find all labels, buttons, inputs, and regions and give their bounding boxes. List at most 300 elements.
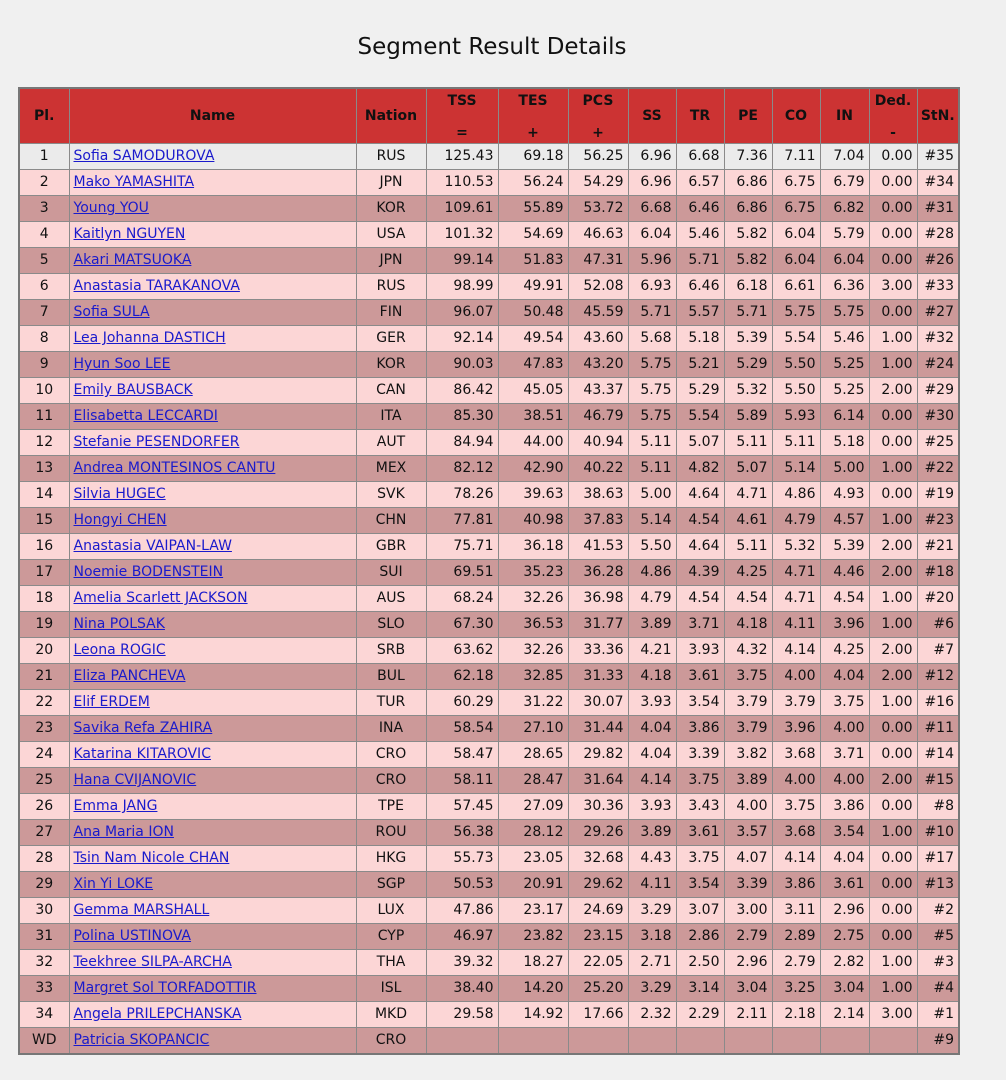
cell-pe: 5.82	[724, 248, 772, 274]
header-co: CO	[772, 88, 820, 144]
cell-stn: #21	[917, 534, 959, 560]
cell-co: 5.14	[772, 456, 820, 482]
cell-place: 10	[19, 378, 69, 404]
cell-tes: 38.51	[498, 404, 568, 430]
cell-stn: #3	[917, 950, 959, 976]
cell-place: 15	[19, 508, 69, 534]
cell-tss: 62.18	[426, 664, 498, 690]
cell-nation: MEX	[356, 456, 426, 482]
cell-stn: #25	[917, 430, 959, 456]
cell-pcs: 24.69	[568, 898, 628, 924]
cell-name	[69, 222, 356, 248]
cell-pcs: 45.59	[568, 300, 628, 326]
cell-name	[69, 638, 356, 664]
cell-ss: 5.75	[628, 404, 676, 430]
table-row	[19, 508, 959, 534]
header-name: Name	[69, 88, 356, 144]
cell-ded: 1.00	[869, 612, 917, 638]
cell-name	[69, 534, 356, 560]
cell-pe: 5.11	[724, 534, 772, 560]
cell-tr: 2.50	[676, 950, 724, 976]
cell-stn: #31	[917, 196, 959, 222]
cell-pe: 4.71	[724, 482, 772, 508]
cell-tr: 2.86	[676, 924, 724, 950]
cell-name	[69, 1028, 356, 1055]
cell-in: 4.00	[820, 716, 869, 742]
cell-ded: 0.00	[869, 872, 917, 898]
cell-stn: #8	[917, 794, 959, 820]
cell-in: 4.04	[820, 664, 869, 690]
cell-tss: 47.86	[426, 898, 498, 924]
cell-nation: SLO	[356, 612, 426, 638]
cell-nation: SRB	[356, 638, 426, 664]
cell-in: 2.96	[820, 898, 869, 924]
cell-ss: 5.50	[628, 534, 676, 560]
cell-tes: 36.53	[498, 612, 568, 638]
cell-pcs: 31.44	[568, 716, 628, 742]
cell-ded	[869, 1028, 917, 1055]
cell-stn: #34	[917, 170, 959, 196]
cell-nation: ROU	[356, 820, 426, 846]
cell-ded: 1.00	[869, 820, 917, 846]
cell-ded: 0.00	[869, 742, 917, 768]
cell-tss: 68.24	[426, 586, 498, 612]
cell-ded: 0.00	[869, 898, 917, 924]
cell-nation: BUL	[356, 664, 426, 690]
cell-stn: #2	[917, 898, 959, 924]
skater-name-link[interactable]: Andrea MONTESINOS CANTU	[73, 460, 276, 476]
header-tss-label: TSS	[447, 93, 477, 109]
cell-name	[69, 820, 356, 846]
cell-name	[69, 170, 356, 196]
cell-pe: 5.82	[724, 222, 772, 248]
cell-in: 6.79	[820, 170, 869, 196]
table-row	[19, 404, 959, 430]
results-table	[18, 87, 960, 1055]
cell-place: 14	[19, 482, 69, 508]
cell-pe: 4.00	[724, 794, 772, 820]
cell-place: 33	[19, 976, 69, 1002]
cell-tss: 67.30	[426, 612, 498, 638]
cell-tr: 3.54	[676, 690, 724, 716]
skater-name-link[interactable]: Tsin Nam Nicole CHAN	[73, 850, 230, 866]
cell-ded: 2.00	[869, 768, 917, 794]
cell-tss: 98.99	[426, 274, 498, 300]
cell-in: 2.14	[820, 1002, 869, 1028]
cell-ss: 4.18	[628, 664, 676, 690]
cell-co: 5.11	[772, 430, 820, 456]
table-row	[19, 430, 959, 456]
cell-name	[69, 248, 356, 274]
cell-ss: 5.11	[628, 430, 676, 456]
table-row	[19, 846, 959, 872]
cell-nation: RUS	[356, 144, 426, 170]
cell-tes: 42.90	[498, 456, 568, 482]
cell-ded: 1.00	[869, 586, 917, 612]
cell-co: 4.00	[772, 768, 820, 794]
cell-ss: 5.96	[628, 248, 676, 274]
skater-name-link[interactable]: Hana CVIJANOVIC	[73, 772, 197, 788]
skater-name-link[interactable]: Katarina KITAROVIC	[73, 746, 211, 762]
cell-tes: 32.26	[498, 586, 568, 612]
cell-co: 6.75	[772, 170, 820, 196]
cell-tr: 3.07	[676, 898, 724, 924]
cell-name	[69, 898, 356, 924]
cell-ss: 5.75	[628, 378, 676, 404]
cell-pe: 5.32	[724, 378, 772, 404]
cell-nation: AUS	[356, 586, 426, 612]
cell-stn: #5	[917, 924, 959, 950]
cell-place: 32	[19, 950, 69, 976]
cell-tes: 27.10	[498, 716, 568, 742]
cell-tss: 90.03	[426, 352, 498, 378]
cell-nation: SGP	[356, 872, 426, 898]
cell-ded: 1.00	[869, 326, 917, 352]
skater-name-link[interactable]: Margret Sol TORFADOTTIR	[73, 980, 257, 996]
cell-stn: #17	[917, 846, 959, 872]
cell-pcs: 54.29	[568, 170, 628, 196]
header-tss	[426, 88, 498, 144]
header-tr: TR	[676, 88, 724, 144]
cell-co: 3.79	[772, 690, 820, 716]
cell-pe: 4.32	[724, 638, 772, 664]
header-in: IN	[820, 88, 869, 144]
cell-ded: 0.00	[869, 248, 917, 274]
table-row	[19, 326, 959, 352]
cell-in: 5.18	[820, 430, 869, 456]
cell-pcs: 31.33	[568, 664, 628, 690]
table-row	[19, 352, 959, 378]
cell-place: 12	[19, 430, 69, 456]
cell-tss: 60.29	[426, 690, 498, 716]
cell-in: 5.39	[820, 534, 869, 560]
skater-name-link[interactable]: Emily BAUSBACK	[73, 382, 193, 398]
cell-tss: 109.61	[426, 196, 498, 222]
cell-tss: 58.47	[426, 742, 498, 768]
cell-pe: 4.54	[724, 586, 772, 612]
cell-co: 4.71	[772, 586, 820, 612]
cell-name	[69, 872, 356, 898]
cell-nation: JPN	[356, 170, 426, 196]
cell-tss: 77.81	[426, 508, 498, 534]
skater-name-link[interactable]: Anastasia TARAKANOVA	[73, 278, 240, 294]
skater-name-link[interactable]: Teekhree SILPA-ARCHA	[73, 954, 232, 970]
cell-nation: RUS	[356, 274, 426, 300]
cell-stn: #27	[917, 300, 959, 326]
cell-in: 6.04	[820, 248, 869, 274]
cell-nation: CAN	[356, 378, 426, 404]
cell-nation: GBR	[356, 534, 426, 560]
cell-tr: 6.68	[676, 144, 724, 170]
skater-name-link[interactable]: Silvia HUGEC	[73, 486, 166, 502]
cell-pe: 3.82	[724, 742, 772, 768]
cell-place: 24	[19, 742, 69, 768]
cell-ss: 5.00	[628, 482, 676, 508]
cell-ss: 3.93	[628, 794, 676, 820]
skater-name-link[interactable]: Akari MATSUOKA	[73, 252, 192, 268]
cell-place: 28	[19, 846, 69, 872]
skater-name-link[interactable]: Anastasia VAIPAN-LAW	[73, 538, 232, 554]
cell-ss: 4.43	[628, 846, 676, 872]
cell-stn: #18	[917, 560, 959, 586]
cell-pcs: 43.20	[568, 352, 628, 378]
cell-ded: 0.00	[869, 716, 917, 742]
cell-stn: #16	[917, 690, 959, 716]
cell-tss: 29.58	[426, 1002, 498, 1028]
cell-tss: 56.38	[426, 820, 498, 846]
cell-tr: 5.54	[676, 404, 724, 430]
cell-pe: 2.96	[724, 950, 772, 976]
cell-ss: 6.93	[628, 274, 676, 300]
skater-name-link[interactable]: Leona ROGIC	[73, 642, 166, 658]
cell-pcs: 31.77	[568, 612, 628, 638]
cell-name	[69, 508, 356, 534]
cell-tes: 14.20	[498, 976, 568, 1002]
cell-ss: 5.14	[628, 508, 676, 534]
cell-co: 5.75	[772, 300, 820, 326]
cell-pcs: 53.72	[568, 196, 628, 222]
cell-co: 5.32	[772, 534, 820, 560]
cell-ded: 1.00	[869, 456, 917, 482]
cell-nation: ITA	[356, 404, 426, 430]
cell-place: 19	[19, 612, 69, 638]
cell-pcs: 17.66	[568, 1002, 628, 1028]
cell-place: 22	[19, 690, 69, 716]
cell-place: 6	[19, 274, 69, 300]
cell-place: 11	[19, 404, 69, 430]
cell-name	[69, 846, 356, 872]
page-title: Segment Result Details	[357, 34, 627, 60]
cell-tes: 47.83	[498, 352, 568, 378]
cell-tss: 82.12	[426, 456, 498, 482]
cell-tes	[498, 1028, 568, 1055]
cell-tr: 2.29	[676, 1002, 724, 1028]
table-row	[19, 300, 959, 326]
header-tes	[498, 88, 568, 144]
cell-in: 5.79	[820, 222, 869, 248]
cell-tss: 69.51	[426, 560, 498, 586]
cell-pe: 7.36	[724, 144, 772, 170]
cell-pcs: 43.37	[568, 378, 628, 404]
cell-ded: 2.00	[869, 378, 917, 404]
cell-stn: #29	[917, 378, 959, 404]
cell-pe: 3.79	[724, 716, 772, 742]
cell-pe: 5.71	[724, 300, 772, 326]
cell-tr: 6.57	[676, 170, 724, 196]
cell-in: 3.96	[820, 612, 869, 638]
skater-name-link[interactable]: Amelia Scarlett JACKSON	[73, 590, 248, 606]
cell-ss: 6.96	[628, 170, 676, 196]
cell-tes: 54.69	[498, 222, 568, 248]
cell-name	[69, 690, 356, 716]
skater-name-link[interactable]: Young YOU	[73, 200, 149, 216]
cell-nation: GER	[356, 326, 426, 352]
table-row	[19, 1002, 959, 1028]
cell-ss: 6.04	[628, 222, 676, 248]
table-row	[19, 898, 959, 924]
skater-name-link[interactable]: Stefanie PESENDORFER	[73, 434, 240, 450]
cell-in: 5.00	[820, 456, 869, 482]
cell-tr: 3.61	[676, 820, 724, 846]
cell-tes: 51.83	[498, 248, 568, 274]
cell-name	[69, 404, 356, 430]
cell-place: 21	[19, 664, 69, 690]
cell-name	[69, 716, 356, 742]
cell-place: 9	[19, 352, 69, 378]
cell-name	[69, 742, 356, 768]
cell-co: 3.75	[772, 794, 820, 820]
cell-place: 2	[19, 170, 69, 196]
cell-stn: #24	[917, 352, 959, 378]
cell-co: 3.96	[772, 716, 820, 742]
cell-co: 6.04	[772, 248, 820, 274]
cell-co: 2.89	[772, 924, 820, 950]
cell-pe: 5.07	[724, 456, 772, 482]
cell-ss: 3.89	[628, 612, 676, 638]
cell-tr: 3.54	[676, 872, 724, 898]
cell-place: 20	[19, 638, 69, 664]
skater-name-link[interactable]: Ana Maria ION	[73, 824, 174, 840]
cell-co: 3.68	[772, 742, 820, 768]
cell-pe: 4.18	[724, 612, 772, 638]
cell-co: 4.14	[772, 638, 820, 664]
cell-ss: 2.71	[628, 950, 676, 976]
cell-nation: ISL	[356, 976, 426, 1002]
cell-in: 3.04	[820, 976, 869, 1002]
cell-pe: 3.00	[724, 898, 772, 924]
cell-pcs: 25.20	[568, 976, 628, 1002]
skater-name-link[interactable]: Xin Yi LOKE	[73, 876, 154, 892]
cell-tes: 23.05	[498, 846, 568, 872]
cell-tss: 86.42	[426, 378, 498, 404]
skater-name-link[interactable]: Emma JANG	[73, 798, 158, 814]
cell-co: 3.86	[772, 872, 820, 898]
cell-ded: 0.00	[869, 300, 917, 326]
cell-nation: JPN	[356, 248, 426, 274]
skater-name-link[interactable]: Hyun Soo LEE	[73, 356, 171, 372]
skater-name-link[interactable]: Sofia SULA	[73, 304, 150, 320]
cell-tes: 49.54	[498, 326, 568, 352]
cell-name	[69, 950, 356, 976]
skater-name-link[interactable]: Hongyi CHEN	[73, 512, 167, 528]
cell-pe	[724, 1028, 772, 1055]
cell-stn: #28	[917, 222, 959, 248]
header-pcs-label: PCS	[582, 93, 614, 109]
cell-pcs: 46.79	[568, 404, 628, 430]
skater-name-link[interactable]: Gemma MARSHALL	[73, 902, 210, 918]
cell-ss: 3.93	[628, 690, 676, 716]
cell-in: 4.93	[820, 482, 869, 508]
cell-tss: 99.14	[426, 248, 498, 274]
cell-ss: 5.71	[628, 300, 676, 326]
skater-name-link[interactable]: Eliza PANCHEVA	[73, 668, 186, 684]
cell-name	[69, 976, 356, 1002]
cell-tss: 125.43	[426, 144, 498, 170]
cell-nation: SUI	[356, 560, 426, 586]
skater-name-link[interactable]: Lea Johanna DASTICH	[73, 330, 226, 346]
cell-ded: 0.00	[869, 430, 917, 456]
cell-tr: 5.46	[676, 222, 724, 248]
skater-name-link[interactable]: Savika Refa ZAHIRA	[73, 720, 213, 736]
cell-pe: 4.25	[724, 560, 772, 586]
cell-in: 3.61	[820, 872, 869, 898]
cell-name	[69, 924, 356, 950]
cell-place: 18	[19, 586, 69, 612]
cell-pcs: 30.07	[568, 690, 628, 716]
cell-in: 5.25	[820, 378, 869, 404]
cell-ded: 1.00	[869, 352, 917, 378]
table-row	[19, 222, 959, 248]
skater-name-link[interactable]: Nina POLSAK	[73, 616, 165, 632]
skater-name-link[interactable]: Noemie BODENSTEIN	[73, 564, 224, 580]
skater-name-link[interactable]: Kaitlyn NGUYEN	[73, 226, 186, 242]
cell-in: 3.86	[820, 794, 869, 820]
table-row	[19, 664, 959, 690]
cell-tr: 5.21	[676, 352, 724, 378]
cell-in: 4.04	[820, 846, 869, 872]
cell-tes: 55.89	[498, 196, 568, 222]
cell-place: 13	[19, 456, 69, 482]
skater-name-link[interactable]: Angela PRILEPCHANSKA	[73, 1006, 242, 1022]
cell-nation: AUT	[356, 430, 426, 456]
cell-pcs: 36.98	[568, 586, 628, 612]
table-row	[19, 144, 959, 170]
cell-tes: 44.00	[498, 430, 568, 456]
skater-name-link[interactable]: Mako YAMASHITA	[73, 174, 195, 190]
cell-tss: 38.40	[426, 976, 498, 1002]
cell-tr: 4.64	[676, 482, 724, 508]
cell-ded: 2.00	[869, 560, 917, 586]
cell-tr: 3.86	[676, 716, 724, 742]
table-row	[19, 456, 959, 482]
cell-nation: CHN	[356, 508, 426, 534]
cell-nation: CRO	[356, 768, 426, 794]
cell-pcs: 29.26	[568, 820, 628, 846]
skater-name-link[interactable]: Patricia SKOPANCIC	[73, 1032, 210, 1048]
cell-tr: 5.57	[676, 300, 724, 326]
skater-name-link[interactable]: Polina USTINOVA	[73, 928, 192, 944]
cell-ded: 3.00	[869, 1002, 917, 1028]
cell-name	[69, 794, 356, 820]
cell-ss: 4.21	[628, 638, 676, 664]
cell-place: 16	[19, 534, 69, 560]
header-place: Pl.	[19, 88, 69, 144]
cell-place: 1	[19, 144, 69, 170]
cell-co: 7.11	[772, 144, 820, 170]
skater-name-link[interactable]: Elisabetta LECCARDI	[73, 408, 218, 424]
cell-in: 5.25	[820, 352, 869, 378]
cell-stn: #33	[917, 274, 959, 300]
cell-ded: 0.00	[869, 170, 917, 196]
cell-co: 2.79	[772, 950, 820, 976]
cell-stn: #15	[917, 768, 959, 794]
table-row	[19, 950, 959, 976]
cell-tr: 6.46	[676, 274, 724, 300]
cell-nation: THA	[356, 950, 426, 976]
cell-tr: 3.14	[676, 976, 724, 1002]
table-row	[19, 248, 959, 274]
cell-nation: CRO	[356, 1028, 426, 1055]
cell-nation: CRO	[356, 742, 426, 768]
skater-name-link[interactable]: Sofia SAMODUROVA	[73, 148, 215, 164]
table-row	[19, 196, 959, 222]
cell-stn: #11	[917, 716, 959, 742]
cell-co: 3.68	[772, 820, 820, 846]
skater-name-link[interactable]: Elif ERDEM	[73, 694, 150, 710]
cell-ss: 4.79	[628, 586, 676, 612]
cell-co: 5.50	[772, 378, 820, 404]
cell-ss: 5.75	[628, 352, 676, 378]
